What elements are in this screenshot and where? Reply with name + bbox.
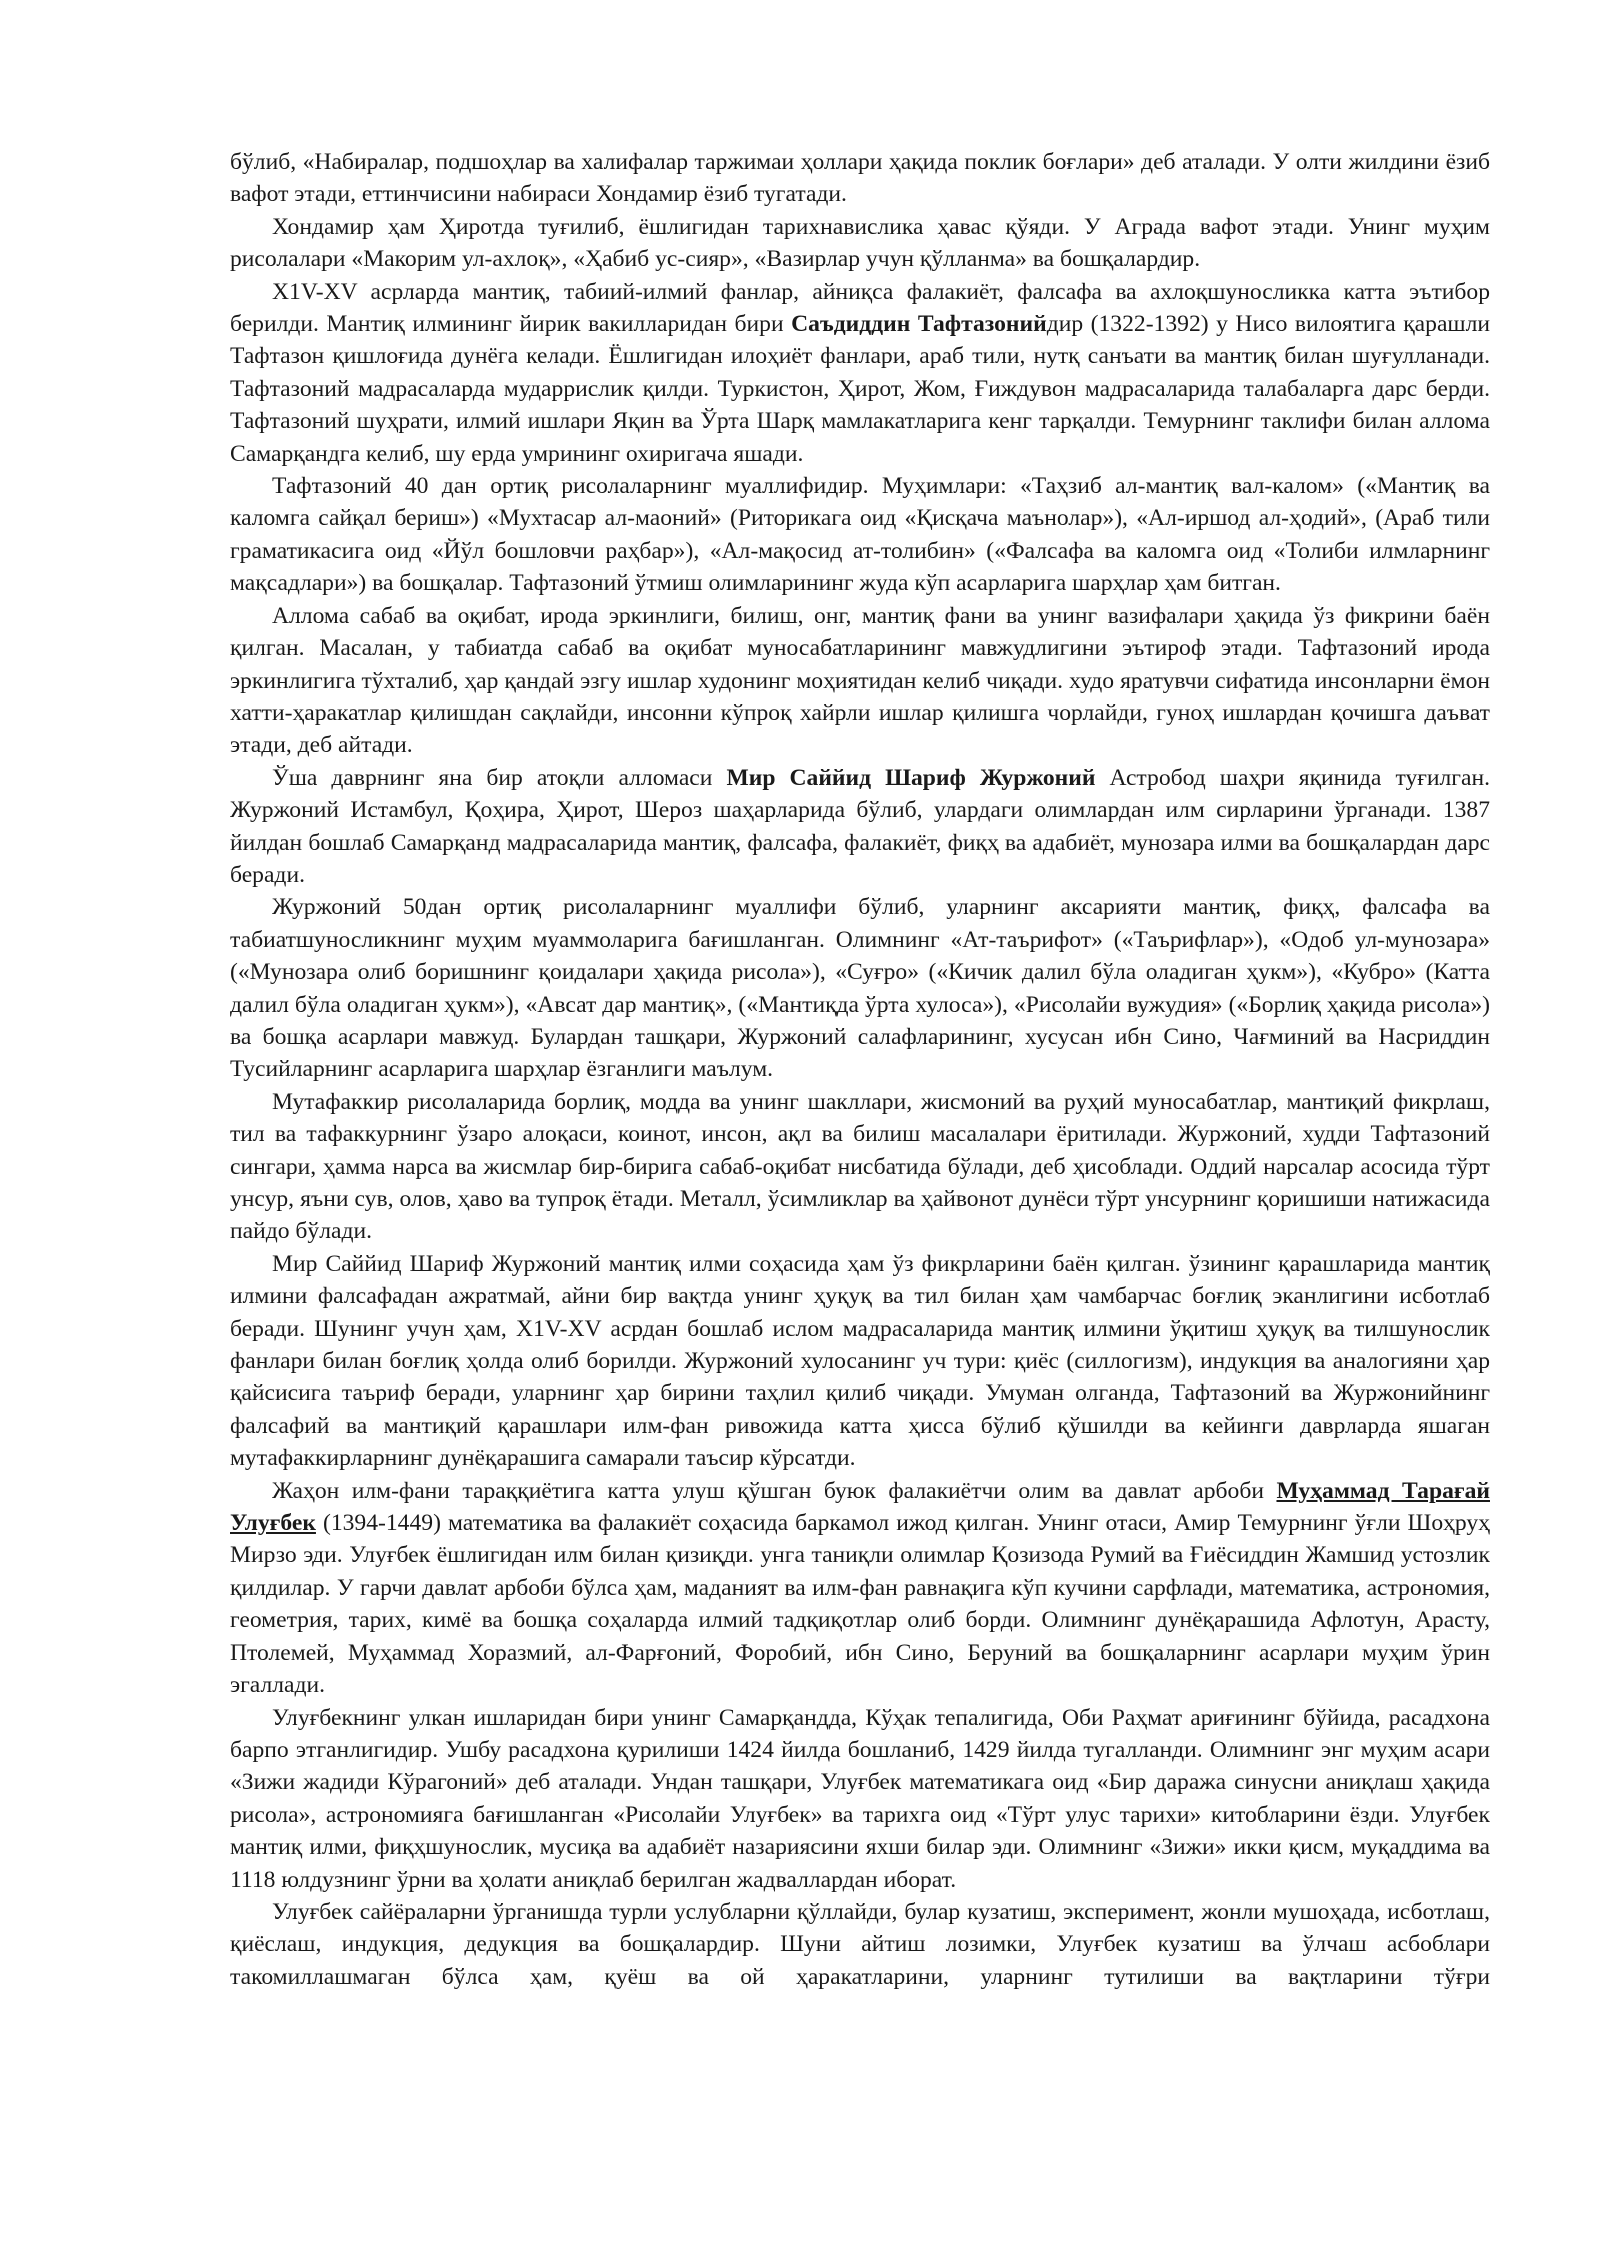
paragraph: Улуғбек сайёраларни ўрганишда турли услубларни қўллайди, булар кузатиш, эксперимент, жонли мушоҳада, исботлаш, қиёслаш, индукция, дедукция ва бошқалардир. Шуни айтиш лозимки, Улуғбек кузатиш ва ўлчаш асбоблари такомиллашмаган бўлса ҳам, қуёш ва ой ҳаракатларини, уларнинг тутилиши ва вақтларини тўғри xyxy=(230,1898,1490,1990)
paragraph: бўлиб, «Набиралар, подшоҳлар ва халифалар таржимаи ҳоллари ҳақида поклик боғлари» деб аталади. У олти жилдини ёзиб вафот этади, еттинчисини набираси Хондамир ёзиб тугатади. xyxy=(230,149,1490,208)
paragraph xyxy=(230,276,1490,470)
paragraph: Хондамир ҳам Ҳиротда туғилиб, ёшлигидан тарихнавислика ҳавас қўяди. У Аграда вафот этади. Унинг муҳим рисолалари «Макорим ул-ахлоқ», «Ҳабиб ус-сияр», «Вазирлар учун қўлланма» ва бошқалардир. xyxy=(230,213,1490,273)
paragraph-text: дир (1322-1392) у Нисо вилоятига қарашли Тафтазон қишлоғида дунёга келади. Ёшлигидан илоҳиёт фанлари, араб тили, нутқ санъати ва мантиқ билан шуғулланади. Тафтазоний мадрасаларда мударрислик қилди. Туркистон, Ҳирот, Жом, Ғиждувон мадрасаларида талабаларга дарс берди. Тафтазоний шуҳрати, илмий ишлари Яқин ва Ўрта Шарқ мамлакатларига кенг тарқалди. Темурнинг таклифи билан аллома Самарқандга келиб, шу ерда умрининг охиригача яшади. xyxy=(230,311,1490,467)
paragraph: Улуғбекнинг улкан ишларидан бири унинг Самарқандда, Кўҳак тепалигида, Оби Раҳмат ариғининг бўйида, расадхона барпо этганлигидир. Ушбу расадхона қурилиши 1424 йилда бошланиб, 1429 йилда тугалланди. Олимнинг энг муҳим асари «Зижи жадиди Кўрагоний» деб аталади. Ундан ташқари, Улуғбек математикага оид «Бир даража синусни аниқлаш ҳақида рисола», астрономияга бағишланган «Рисолайи Улуғбек» ва тарихга оид «Тўрт улус тарихи» китобларини ёзди. Улуғбек мантиқ илми, фиқҳшунослик, мусиқа ва адабиёт назариясини яхши билар эди. Олимнинг «Зижи» икки қисм, муқаддима ва 1118 юлдузнинг ўрни ва ҳолати аниқлаб берилган жадваллардан иборат. xyxy=(230,1704,1490,1893)
bold-name-jurjoni: Мир Саййид Шариф Журжоний xyxy=(726,764,1096,791)
paragraph-text: Жаҳон илм-фани тараққиётига катта улуш қўшган буюк фалакиётчи олим ва давлат арбоби xyxy=(272,1477,1277,1504)
paragraph: Журжоний 50дан ортиқ рисолаларнинг муаллифи бўлиб, уларнинг аксарияти мантиқ, фиқҳ, фалсафа ва табиатшуносликнинг муҳим муаммоларига бағишланган. Олимнинг «Ат-таърифот» («Таърифлар»), «Одоб ул-мунозара» («Мунозара олиб боришнинг қоидалари ҳақида рисола»), «Суғро» («Кичик далил бўла оладиган ҳукм»), «Кубро» (Катта далил бўла оладиган ҳукм»), «Авсат дар мантиқ», («Мантиқда ўрта хулоса»), «Рисолайи вужудия» («Борлиқ ҳақида рисола») ва бошқа асарлари мавжуд. Булардан ташқари, Журжоний салафларининг, хусусан ибн Сино, Чағминий ва Насриддин Тусийларнинг асарларига шарҳлар ёзганлиги маълум. xyxy=(230,894,1490,1083)
paragraph: Аллома сабаб ва оқибат, ирода эркинлиги, билиш, онг, мантиқ фани ва унинг вазифалари ҳақида ўз фикрини баён қилган. Масалан, у табиатда сабаб ва оқибат муносабатларининг мавжудлигини эътироф этади. Тафтазоний ирода эркинлигига тўхталиб, ҳар қандай эзгу ишлар худонинг моҳиятидан келиб чиқади. худо яратувчи сифатида инсонларни ёмон хатти-ҳаракатлар қилишдан сақлайди, инсонни кўпроқ хайрли ишлар қилишга чорлайди, гуноҳ ишлардан қочишга даъват этади, деб айтади. xyxy=(230,602,1490,759)
document-page xyxy=(230,146,1490,1993)
paragraph: Тафтазоний 40 дан ортиқ рисолаларнинг муаллифидир. Муҳимлари: «Таҳзиб ал-мантиқ вал-калом» («Мантиқ ва каломга сайқал бериш») «Мухтасар ал-маоний» (Риторикага оид «Қисқача маънолар»), «Ал-иршод ал-ҳодий», (Араб тили граматикасига оид «Йўл бошловчи раҳбар»), «Ал-мақосид ат-толибин» («Фалсафа ва каломга оид «Толиби илмларнинг мақсадлари») ва бошқалар. Тафтазоний ўтмиш олимларининг жуда кўп асарларига шарҳлар ҳам битган. xyxy=(230,473,1490,597)
paragraph xyxy=(230,1475,1490,1702)
bold-name-taftazoni: Саъдиддин Тафтазоний xyxy=(791,311,1047,338)
paragraph: Мутафаккир рисолаларида борлиқ, модда ва унинг шакллари, жисмоний ва руҳий муносабатлар, мантиқий фикрлаш, тил ва тафаккурнинг ўзаро алоқаси, коинот, инсон, ақл ва билиш масалалари ёритилади. Журжоний, худди Тафтазоний сингари, ҳамма нарса ва жисмлар бир-бирига сабаб-оқибат нисбатида бўлади, деб ҳисоблади. Оддий нарсалар асосида тўрт унсур, яъни сув, олов, ҳаво ва тупроқ ётади. Металл, ўсимликлар ва ҳайвонот дунёси тўрт унсурнинг қоришиши натижасида пайдо бўлади. xyxy=(230,1088,1490,1245)
paragraph xyxy=(230,762,1490,892)
paragraph-text: Астробод шаҳри яқинида туғилган. Журжоний Истамбул, Қоҳира, Ҳирот, Шероз шаҳарларида бўлиб, улардаги олимлардан илм сирларини ўрганади. 1387 йилдан бошлаб Самарқанд мадрасаларида мантиқ, фалсафа, фалакиёт, фиқҳ ва адабиёт, мунозара илми ва бошқалардан дарс беради. xyxy=(230,764,1490,888)
paragraph: Мир Саййид Шариф Журжоний мантиқ илми соҳасида ҳам ўз фикрларини баён қилган. ўзининг қарашларида мантиқ илмини фалсафадан ажратмай, айни бир вақтда унинг ҳуқуқ ва тил билан ҳам чамбарчас боғлиқ эканлигини исботлаб беради. Шунинг учун ҳам, Х1V-XV асрдан бошлаб ислом мадрасаларида мантиқ илмини ўқитиш ҳуқуқ ва тилшунослик фанлари билан боғлиқ ҳолда олиб борилди. Журжоний хулосанинг уч тури: қиёс (силлогизм), индукция ва аналогияни ҳар қайсисига таъриф беради, уларнинг ҳар бирини таҳлил қилиб чиқади. Умуман олганда, Тафтазоний ва Журжонийнинг фалсафий ва мантиқий қарашлари илм-фан ривожида катта ҳисса бўлиб қўшилди ва кейинги даврларда яшаган мутафаккирларнинг дунёқарашига самарали таъсир кўрсатди. xyxy=(230,1250,1490,1472)
paragraph-text: (1394-1449) математика ва фалакиёт соҳасида баркамол ижод қилган. Унинг отаси, Амир Темурнинг ўғли Шоҳруҳ Мирзо эди. Улуғбек ёшлигидан илм билан қизиқди. унга таниқли олимлар Қозизода Румий ва Ғиёсиддин Жамшид устозлик қилдилар. У гарчи давлат арбоби бўлса ҳам, маданият ва илм-фан равнақига кўп кучини сарфлади, математика, астрономия, геометрия, тарих, кимё ва бошқа соҳаларда илмий тадқиқотлар олиб борди. Олимнинг дунёқарашида Афлотун, Арасту, Птолемей, Муҳаммад Хоразмий, ал-Фарғоний, Форобий, ибн Сино, Беруний ва бошқаларнинг асарлари муҳим ўрин эгаллади. xyxy=(230,1510,1490,1699)
paragraph-text: Ўша даврнинг яна бир атоқли алломаси xyxy=(272,764,727,791)
bold-underlined-name-ulugbek: Муҳаммад Тарағай Улуғбек xyxy=(230,1477,1490,1537)
paragraph-text: Х1V-XV асрларда мантиқ, табиий-илмий фанлар, айниқса фалакиёт, фалсафа ва ахлоқшуносликка катта эътибор берилди. Мантиқ илмининг йирик вакилларидан бири xyxy=(230,278,1490,338)
